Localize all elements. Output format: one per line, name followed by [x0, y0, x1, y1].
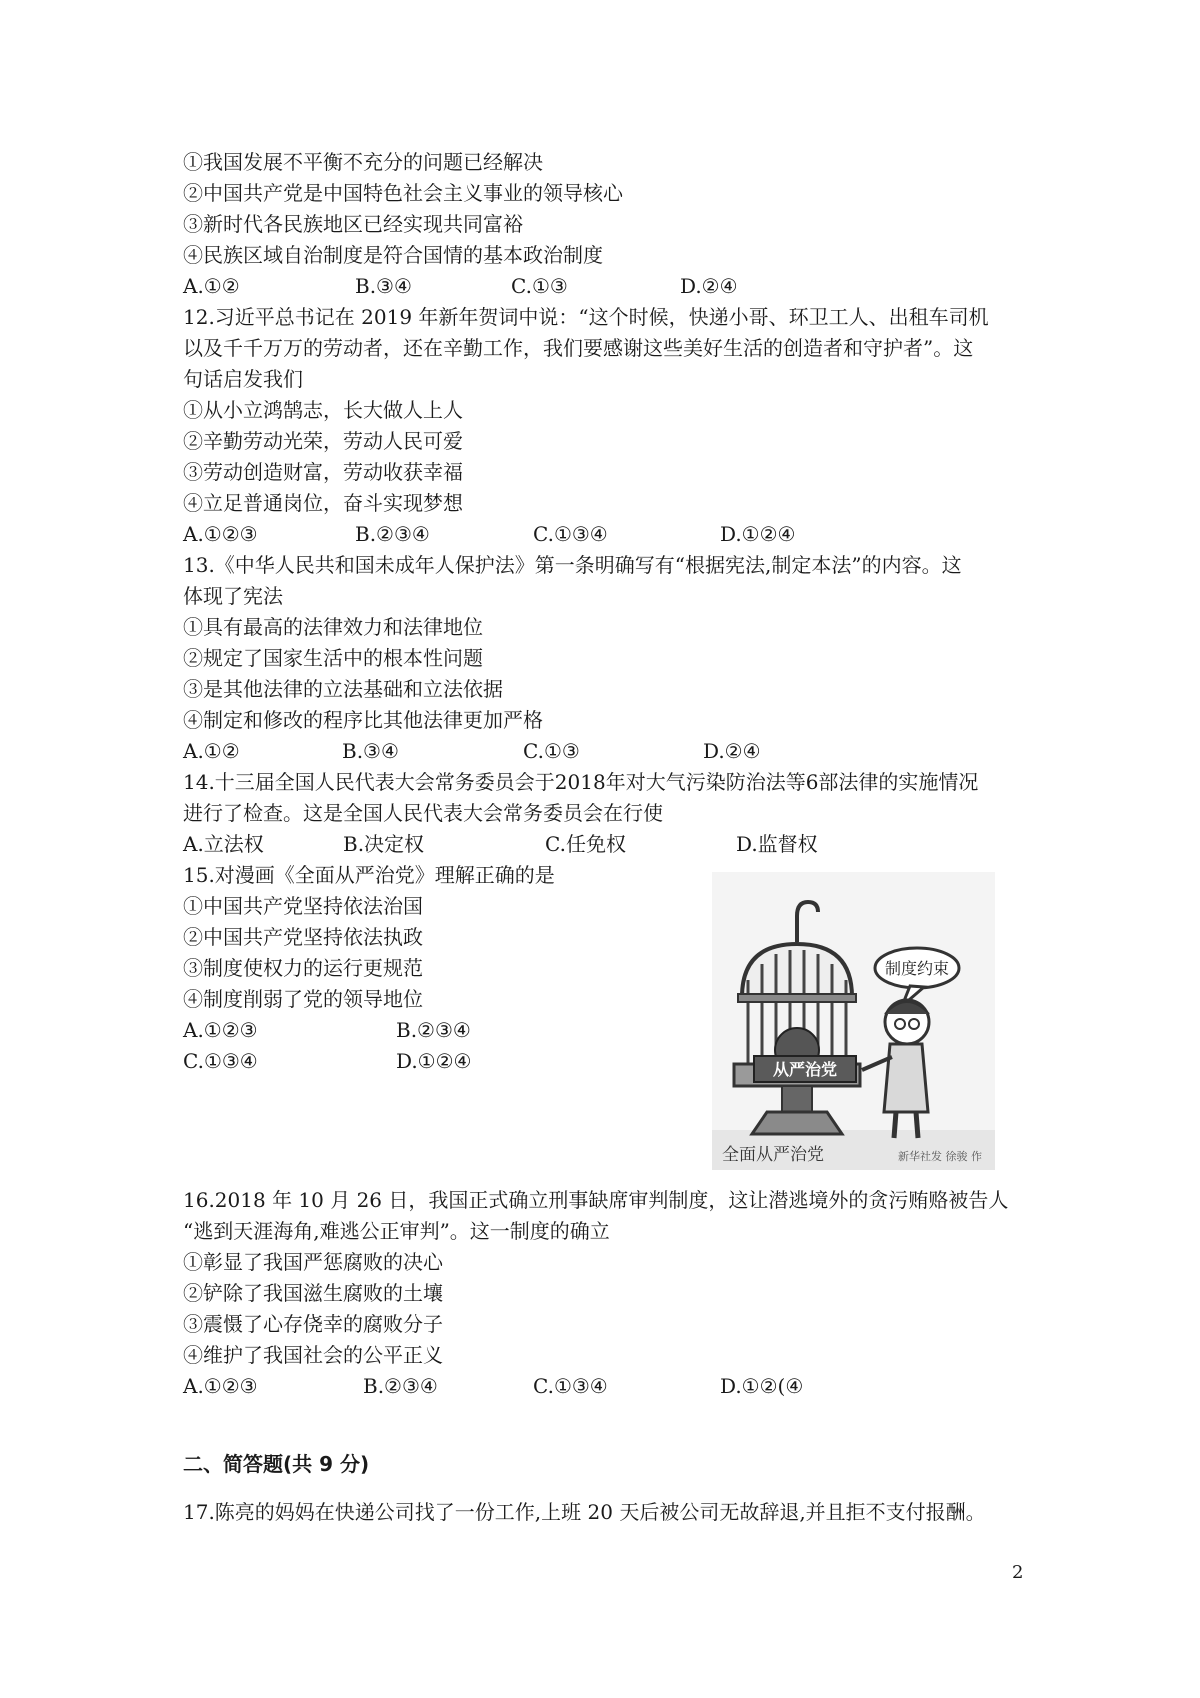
q12-statement-4: ④立足普通岗位，奋斗实现梦想: [183, 491, 463, 515]
q12-stem-line-2: 以及千千万万的劳动者，还在辛勤工作，我们要感谢这些美好生活的创造者和守护者”。这: [183, 336, 974, 360]
q13-stem-line-1: 13.《中华人民共和国未成年人保护法》第一条明确写有“根据宪法,制定本法”的内容。这: [183, 553, 962, 577]
q12-option-b: B.②③④: [355, 522, 430, 546]
q12-statement-1: ①从小立鸿鹄志，长大做人上人: [183, 398, 463, 422]
q16-statement-4: ④维护了我国社会的公平正义: [183, 1343, 443, 1367]
q15-statement-2: ②中国共产党坚持依法执政: [183, 925, 423, 949]
q16-stem-line-2: “逃到天涯海角,难逃公正审判”。这一制度的确立: [183, 1219, 610, 1243]
q14-stem-line-1: 14.十三届全国人民代表大会常务委员会于2018年对大气污染防治法等6部法律的实施情况: [183, 770, 979, 794]
speech-bubble-text: 制度约束: [884, 959, 950, 978]
q15-statement-4: ④制度削弱了党的领导地位: [183, 987, 423, 1011]
q15-statement-3: ③制度使权力的运行更规范: [183, 956, 423, 980]
q11-option-a: A.①②: [183, 274, 240, 298]
q13-option-b: B.③④: [342, 739, 399, 763]
q13-statement-1: ①具有最高的法律效力和法律地位: [183, 615, 483, 639]
q11-statement-1: ①我国发展不平衡不充分的问题已经解决: [183, 150, 543, 174]
q12-option-d: D.①②④: [720, 522, 796, 546]
q13-stem-line-2: 体现了宪法: [183, 584, 283, 608]
q12-stem-line-3: 句话启发我们: [183, 367, 303, 391]
pedestal-base: [752, 1112, 842, 1134]
q11-option-b: B.③④: [355, 274, 412, 298]
q15-statement-1: ①中国共产党坚持依法治国: [183, 894, 423, 918]
plate-label: 从严治党: [772, 1060, 838, 1079]
cartoon-background: [712, 872, 995, 1170]
q14-option-d: D.监督权: [736, 832, 818, 856]
q13-statement-2: ②规定了国家生活中的根本性问题: [183, 646, 483, 670]
cage-ring-top: [738, 994, 856, 1002]
q13-option-c: C.①③: [523, 739, 580, 763]
q12-statement-3: ③劳动创造财富，劳动收获幸福: [183, 460, 463, 484]
q16-statement-2: ②铲除了我国滋生腐败的土壤: [183, 1281, 443, 1305]
q11-options: [183, 274, 983, 298]
section-2-heading: 二、简答题(共 9 分): [183, 1452, 370, 1476]
q11-statement-4: ④民族区域自治制度是符合国情的基本政治制度: [183, 243, 603, 267]
q11-option-c: C.①③: [511, 274, 568, 298]
q16-option-a: A.①②③: [183, 1374, 258, 1398]
q12-option-a: A.①②③: [183, 522, 258, 546]
q16-statement-1: ①彰显了我国严惩腐败的决心: [183, 1250, 443, 1274]
q15-stem: 15.对漫画《全面从严治党》理解正确的是: [183, 863, 555, 887]
q14-stem-line-2: 进行了检查。这是全国人民代表大会常务委员会在行使: [183, 801, 663, 825]
cartoon-drawing: [712, 872, 995, 1170]
man-body: [884, 1044, 928, 1112]
cartoon-caption: 全面从严治党: [722, 1145, 824, 1165]
q16-options: [183, 1374, 983, 1398]
q13-option-a: A.①②: [183, 739, 240, 763]
cartoon-figure: [712, 872, 995, 1170]
q16-stem-line-1: 16.2018 年 10 月 26 日，我国正式确立刑事缺席审判制度，这让潜逃境外的贪污贿赂被告人: [183, 1188, 1009, 1212]
q16-option-b: B.②③④: [363, 1374, 438, 1398]
cartoon-credit: 新华社发 徐骏 作: [898, 1150, 982, 1163]
q14-option-c: C.任免权: [545, 832, 626, 856]
q12-option-c: C.①③④: [533, 522, 608, 546]
q15-option-b: B.②③④: [396, 1018, 471, 1042]
q14-option-a: A.立法权: [183, 832, 264, 856]
q12-statement-2: ②辛勤劳动光荣，劳动人民可爱: [183, 429, 463, 453]
q16-statement-3: ③震慑了心存侥幸的腐败分子: [183, 1312, 443, 1336]
q17-stem: 17.陈亮的妈妈在快递公司找了一份工作,上班 20 天后被公司无故辞退,并且拒不支付报酬。: [183, 1500, 986, 1524]
q13-option-d: D.②④: [703, 739, 761, 763]
q12-options: [183, 522, 983, 546]
q15-option-d: D.①②④: [396, 1049, 472, 1073]
q16-option-c: C.①③④: [533, 1374, 608, 1398]
q14-options: [183, 832, 983, 856]
page-number: 2: [1012, 1562, 1024, 1583]
q15-option-c: C.①③④: [183, 1049, 258, 1073]
q16-option-d: D.①②(④: [720, 1374, 804, 1398]
q13-statement-3: ③是其他法律的立法基础和立法依据: [183, 677, 503, 701]
q15-option-a: A.①②③: [183, 1018, 258, 1042]
q11-statement-3: ③新时代各民族地区已经实现共同富裕: [183, 212, 523, 236]
pedestal-neck: [782, 1086, 812, 1112]
q12-stem-line-1: 12.习近平总书记在 2019 年新年贺词中说：“这个时候，快递小哥、环卫工人、出租车司机: [183, 305, 989, 329]
q11-statement-2: ②中国共产党是中国特色社会主义事业的领导核心: [183, 181, 623, 205]
q14-option-b: B.决定权: [343, 832, 425, 856]
q11-option-d: D.②④: [680, 274, 738, 298]
q13-options: [183, 739, 983, 763]
q13-statement-4: ④制定和修改的程序比其他法律更加严格: [183, 708, 543, 732]
man-leg-left: [894, 1112, 896, 1138]
man-leg-right: [916, 1112, 918, 1138]
